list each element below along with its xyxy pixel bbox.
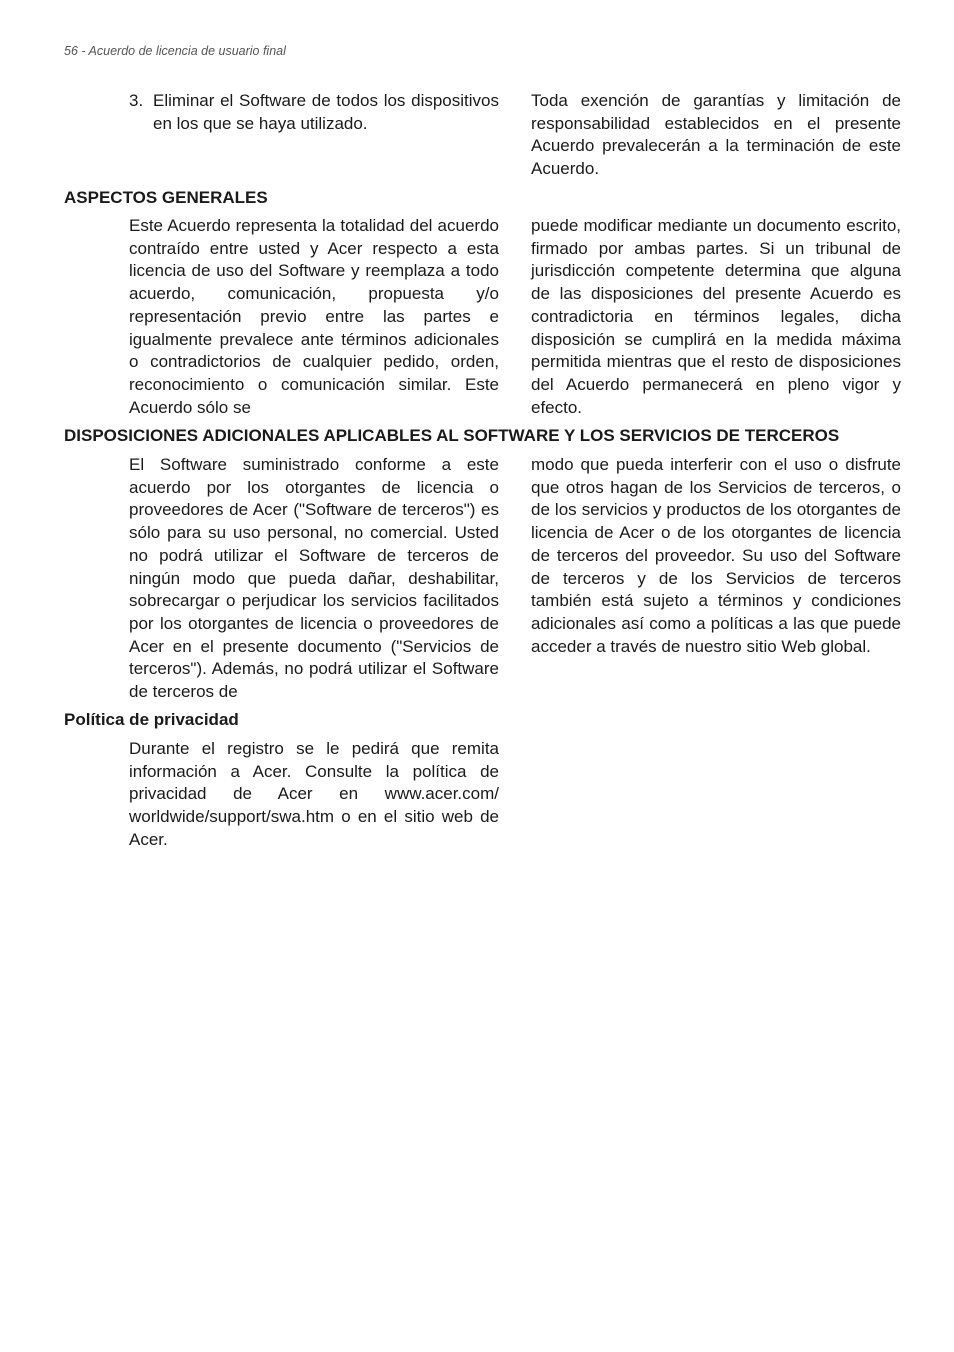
section-heading-general: ASPECTOS GENERALES xyxy=(64,188,268,207)
list-item-number: 3. xyxy=(129,91,144,110)
third-party-paragraph-right: modo que pueda interferir con el uso o disfrute que otros hagan de los Servicios de terceros, o de los servicios y productos de los otorgantes de licencia de Acer o de los otorgantes de licencia de terceros del proveedor. Su uso del Software de terceros y de los Servicios de terceros también está sujeto a términos y condiciones adicionales así como a políticas a las que puede acceder a través de nuestro sitio Web global. xyxy=(531,455,901,656)
third-party-paragraph-left: El Software suministrado conforme a este acuerdo por los otorgantes de licencia o proveedores de Acer ("Software de terceros") es sólo para su uso personal, no comercial. Usted no podrá utilizar el Software de terceros de ningún modo que pueda dañar, deshabilitar, sobrecargar o perjudicar los servicios facilitados por los otorgantes de licencia o proveedores de Acer en el presente documento ("Servicios de terceros"). Además, no podrá utilizar el Software de terceros de xyxy=(129,455,499,702)
privacy-paragraph: Durante el registro se le pedirá que remita información a Acer. Consulte la política de privacidad de Acer en www.acer.com/ worldwide/support/swa.htm o en el sitio web de Acer. xyxy=(129,739,499,849)
list-item-text: Eliminar el Software de todos los dispositivos en los que se haya utilizado. xyxy=(153,91,499,133)
termination-survival-paragraph: Toda exención de garantías y limitación de responsabilidad establecidos en el presente Acuerdo prevalecerán a la terminación de este Acuerdo. xyxy=(531,91,901,179)
general-paragraph-left: Este Acuerdo representa la totalidad del acuerdo contraído entre usted y Acer respecto a esta licencia de uso del Software y reemplaza a todo acuerdo, comunicación, propuesta y/o representación previo entre las partes e igualmente prevalece ante términos adicionales o contradictorios de cualquier pedido, orden, reconocimiento o comunicación similar. Este Acuerdo sólo se xyxy=(129,216,499,417)
section-heading-third-party: DISPOSICIONES ADICIONALES APLICABLES AL SOFTWARE Y LOS SERVICIOS DE TERCEROS xyxy=(64,426,840,445)
list-item xyxy=(129,90,499,135)
section-heading-privacy: Política de privacidad xyxy=(64,710,239,729)
general-paragraph-right: puede modificar mediante un documento escrito, firmado por ambas partes. Si un tribunal de jurisdicción competente determina que alguna de las disposiciones del presente Acuerdo es contradictoria en términos legales, dicha disposición se cumplirá en la medida máxima permitida mientras que el resto de disposiciones del Acuerdo permanecerá en pleno vigor y efecto. xyxy=(531,216,901,417)
running-header: 56 - Acuerdo de licencia de usuario final xyxy=(64,44,286,58)
